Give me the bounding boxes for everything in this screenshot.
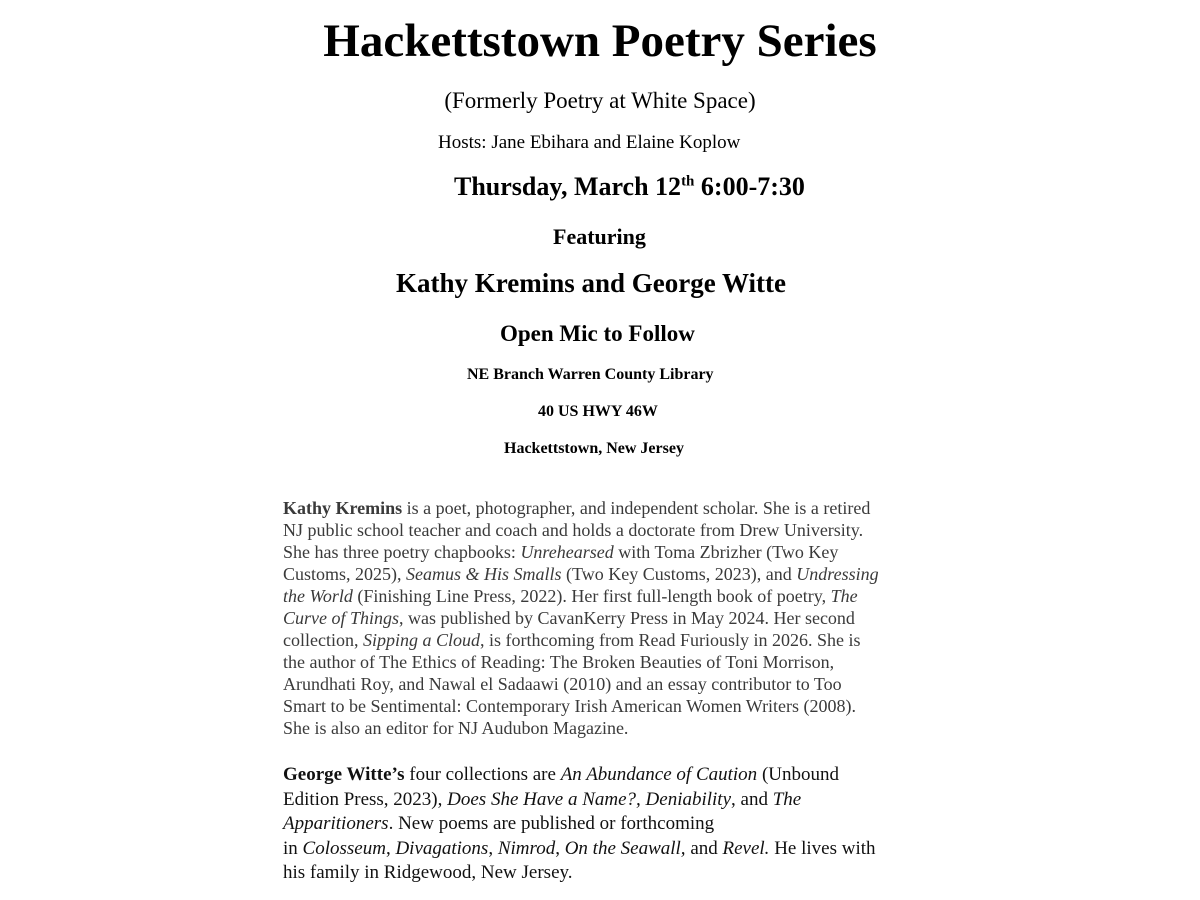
book-title: Does She Have a Name?, Deniability [447, 788, 732, 810]
bio-line: She is also an editor for NJ Audubon Magazine. [283, 718, 629, 738]
bio-text: . New poems are published or forthcoming [388, 813, 715, 834]
book-title: The [830, 586, 858, 606]
book-title: Sipping a Cloud [362, 630, 480, 650]
bio-line [283, 763, 933, 788]
page-title: Hackettstown Poetry Series [323, 15, 877, 67]
book-title: the World [283, 586, 353, 606]
venue-address: 40 US HWY 46W [538, 403, 658, 420]
bio-line: his family in Ridgewood, New Jersey. [283, 862, 573, 883]
bio-text: in [283, 837, 303, 859]
bio-text: He lives with [769, 837, 876, 859]
bio-text: four collections are [404, 764, 561, 785]
book-title: Curve of Things [283, 608, 400, 628]
bio-text: , [385, 837, 396, 859]
bio-text: , is forthcoming from Read Furiously in 2026. She is [480, 630, 861, 650]
journal-title: Divagations [395, 837, 489, 859]
open-mic-note: Open Mic to Follow [500, 321, 695, 346]
bio-line: Smart to be Sentimental: Contemporary Irish American Women Writers (2008). [283, 696, 857, 716]
bio-kathy-kremins [283, 497, 933, 739]
book-title: An Abundance of Caution [560, 764, 758, 785]
bio-text: , [488, 837, 498, 859]
book-title: Seamus & His Smalls [406, 564, 562, 584]
bio-name: Kathy Kremins [283, 498, 403, 518]
book-title: Undressing [796, 564, 879, 584]
bio-line [283, 788, 933, 813]
bio-text: Edition Press, 2023), [283, 788, 448, 810]
bio-text: with Toma Zbrizher (Two Key [613, 542, 839, 562]
bio-text: , was published by CavanKerry Press in May 2024. Her second [399, 608, 855, 628]
date-suffix: th [681, 173, 695, 190]
featuring-label: Featuring [553, 224, 646, 249]
bio-line: NJ public school teacher and coach and holds a doctorate from Drew University. [283, 520, 864, 540]
event-date [454, 172, 805, 202]
journal-title: Revel. [722, 837, 770, 859]
bio-text: , and [731, 788, 773, 810]
venue-name: NE Branch Warren County Library [467, 366, 714, 383]
bio-text: (Two Key Customs, 2023), and [561, 564, 797, 584]
bio-text: collection, [283, 630, 363, 650]
bio-text: and [685, 837, 723, 859]
bio-line [283, 607, 933, 629]
bio-line [283, 812, 933, 837]
journal-title: Nimrod [497, 837, 556, 859]
bio-text: (Finishing Line Press, 2022). Her first full-length book of poetry, [352, 586, 831, 606]
bio-text: is a poet, photographer, and independent scholar. She is a retired [402, 498, 871, 518]
subtitle: (Formerly Poetry at White Space) [444, 88, 756, 113]
journal-title: On the Seawall, [564, 837, 686, 859]
bio-line: the author of The Ethics of Reading: The Broken Beauties of Toni Morrison, [283, 652, 835, 672]
book-title: Unrehearsed [520, 542, 614, 562]
event-day: Thursday, March 12 [454, 172, 682, 201]
venue-city: Hackettstown, New Jersey [504, 440, 684, 457]
bio-name: George Witte’s [283, 764, 405, 785]
bio-line [283, 629, 933, 651]
book-title: The [772, 788, 802, 810]
featured-poets: Kathy Kremins and George Witte [396, 268, 786, 298]
bio-line [283, 563, 933, 585]
bio-text: (Unbound [757, 764, 839, 785]
journal-title: Colosseum [302, 837, 386, 859]
bio-george-witte [283, 763, 933, 886]
bio-line [283, 541, 933, 563]
event-time: 6:00-7:30 [694, 172, 805, 201]
bio-line [283, 585, 933, 607]
bio-text: , [555, 837, 565, 859]
bio-text: Customs, 2025), [283, 564, 407, 584]
bio-text: She has three poetry chapbooks: [283, 542, 521, 562]
bio-line [283, 497, 933, 519]
bio-line: Arundhati Roy, and Nawal el Sadaawi (2010) and an essay contributor to Too [283, 674, 842, 694]
bio-line [283, 837, 933, 862]
book-title: Apparitioners [283, 813, 389, 834]
hosts: Hosts: Jane Ebihara and Elaine Koplow [438, 132, 741, 153]
